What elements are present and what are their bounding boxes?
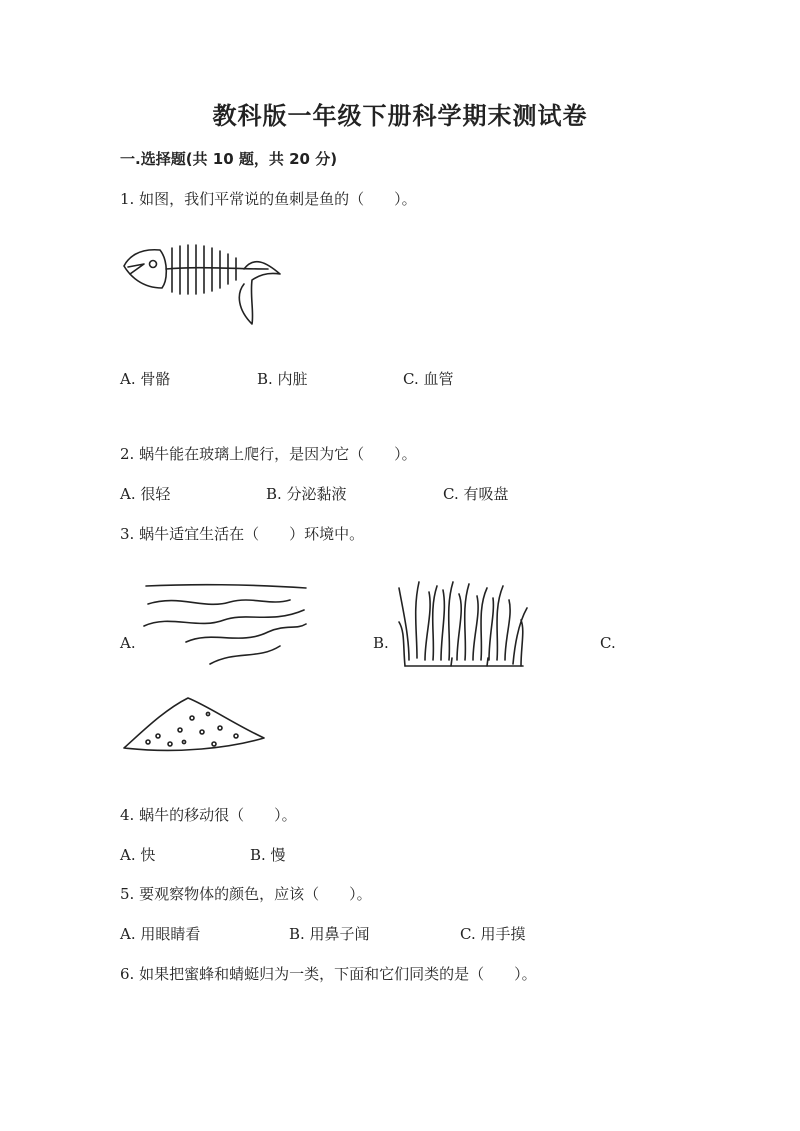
question-4-stem: 4. 蜗牛的移动很（ ）。 [120, 806, 297, 824]
question-2-option-c[interactable]: C. 有吸盘 [443, 485, 509, 503]
question-1-option-a[interactable]: A. 骨骼 [120, 370, 171, 388]
question-5-option-c[interactable]: C. 用手摸 [460, 925, 526, 943]
sand-pile-image [118, 692, 268, 757]
section-heading-choice: 一.选择题(共 10 题，共 20 分) [120, 150, 338, 168]
question-5-stem: 5. 要观察物体的颜色，应该（ ）。 [120, 885, 372, 903]
page-title: 教科版一年级下册科学期末测试卷 [212, 102, 588, 130]
question-3-stem: 3. 蜗牛适宜生活在（ ）环境中。 [120, 525, 365, 543]
water-image [140, 580, 310, 670]
question-3-option-b[interactable]: B. [373, 634, 389, 652]
question-5-option-b[interactable]: B. 用鼻子闻 [289, 925, 370, 943]
question-3-option-a[interactable]: A. [120, 634, 136, 652]
question-1-option-b[interactable]: B. 内脏 [257, 370, 308, 388]
question-2-option-b[interactable]: B. 分泌黏液 [266, 485, 347, 503]
question-5-option-a[interactable]: A. 用眼睛看 [120, 925, 201, 943]
question-1-stem: 1. 如图，我们平常说的鱼刺是鱼的（ ）。 [120, 190, 417, 208]
question-3-option-c[interactable]: C. [600, 634, 616, 652]
question-6-stem: 6. 如果把蜜蜂和蜻蜓归为一类，下面和它们同类的是（ ）。 [120, 965, 537, 983]
question-2-stem: 2. 蜗牛能在玻璃上爬行，是因为它（ ）。 [120, 445, 417, 463]
grass-image [395, 580, 530, 670]
question-4-option-a[interactable]: A. 快 [120, 846, 156, 864]
question-1-option-c[interactable]: C. 血管 [403, 370, 454, 388]
question-2-option-a[interactable]: A. 很轻 [120, 485, 171, 503]
fish-skeleton-image [120, 236, 290, 331]
question-4-option-b[interactable]: B. 慢 [250, 846, 286, 864]
